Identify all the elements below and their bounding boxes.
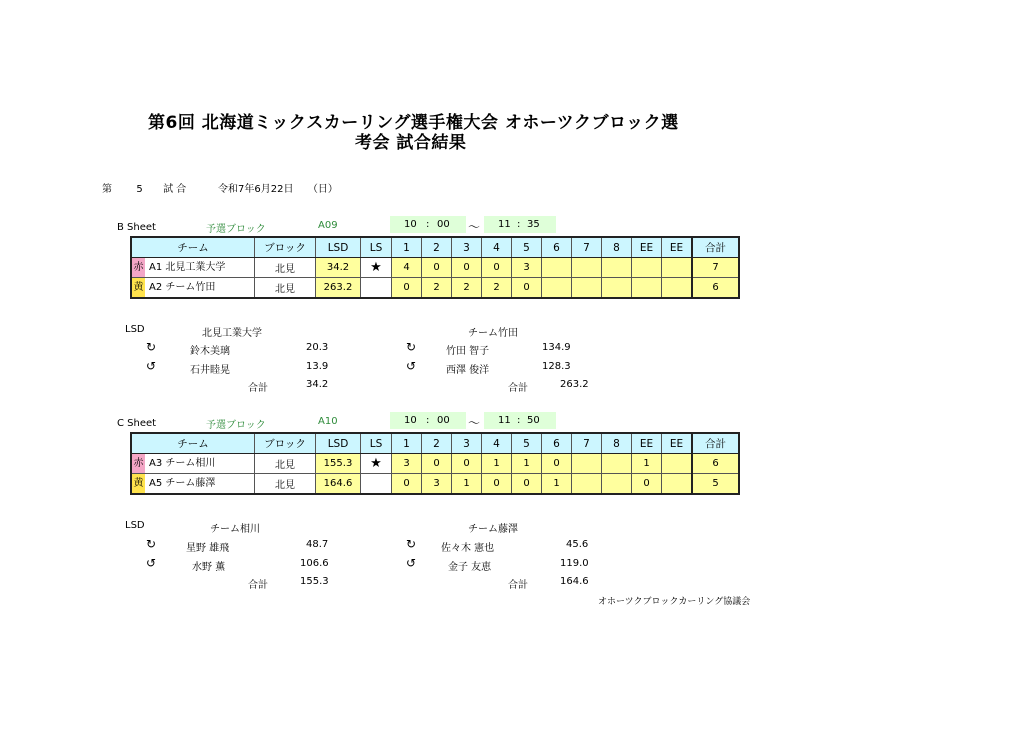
team-name: A5 チーム藤澤 xyxy=(149,478,216,489)
block-label: 予選ブロック xyxy=(206,224,266,235)
col-end-6: 6 xyxy=(542,433,572,454)
red-stone-mark: 赤 xyxy=(132,454,145,473)
end-score: 0 xyxy=(542,454,572,474)
red-stone-mark: 赤 xyxy=(132,258,145,277)
counterclockwise-icon: ↺ xyxy=(146,556,157,570)
round-dai: 第 xyxy=(102,184,112,195)
team-block: 北見 xyxy=(255,454,316,474)
end-hour: 11 xyxy=(498,219,511,230)
col-end-8: 8 xyxy=(602,237,632,258)
lsd-total-label: 合計 xyxy=(508,580,528,591)
table-row xyxy=(131,278,739,299)
end-score: 0 xyxy=(452,258,482,278)
player-name: 佐々木 憲也 xyxy=(441,543,495,554)
col-team: チーム xyxy=(131,433,255,454)
end-score: 3 xyxy=(422,474,452,495)
page-title-line1: 第6回 北海道ミックスカーリング選手権大会 オホーツクブロック選 xyxy=(148,113,679,133)
col-end-7: 7 xyxy=(572,237,602,258)
counterclockwise-icon: ↺ xyxy=(406,556,417,570)
col-ls: LS xyxy=(361,237,392,258)
lsd-team2-name: チーム藤澤 xyxy=(468,524,518,535)
player-lsd: 128.3 xyxy=(542,361,571,372)
counterclockwise-icon: ↺ xyxy=(406,359,417,373)
time-colon: : xyxy=(426,415,430,426)
lsd-label: LSD xyxy=(125,324,145,335)
col-end-6: 6 xyxy=(542,237,572,258)
total-score: 5 xyxy=(692,474,739,495)
sheet-label: B Sheet xyxy=(117,222,156,233)
end-score: 0 xyxy=(482,258,512,278)
end-score: 0 xyxy=(482,474,512,495)
score-table xyxy=(130,236,740,299)
last-stone-star-icon: ★ xyxy=(361,454,392,474)
end-score: 1 xyxy=(482,454,512,474)
table-row xyxy=(131,258,739,278)
end-score: 0 xyxy=(422,258,452,278)
lsd-total: 263.2 xyxy=(560,379,589,390)
col-end-1: 1 xyxy=(392,237,422,258)
lsd-total-label: 合計 xyxy=(248,580,268,591)
col-ls: LS xyxy=(361,433,392,454)
total-score: 6 xyxy=(692,278,739,299)
total-score: 7 xyxy=(692,258,739,278)
end-score: 1 xyxy=(542,474,572,495)
round-label xyxy=(102,180,186,195)
end-score xyxy=(572,454,602,474)
time-colon: : xyxy=(517,219,521,230)
lsd-total: 155.3 xyxy=(300,576,329,587)
end-score xyxy=(602,474,632,495)
col-end-2: 2 xyxy=(422,237,452,258)
player-name: 金子 友恵 xyxy=(448,562,492,573)
player-name: 竹田 智子 xyxy=(446,346,490,357)
end-score xyxy=(602,278,632,299)
end-score: 2 xyxy=(452,278,482,299)
end-score xyxy=(572,278,602,299)
time-colon: : xyxy=(517,415,521,426)
team-name: A1 北見工業大学 xyxy=(149,262,226,273)
end-score: 0 xyxy=(392,474,422,495)
player-name: 水野 薫 xyxy=(192,562,226,573)
clockwise-icon: ↻ xyxy=(146,340,157,354)
counterclockwise-icon: ↺ xyxy=(146,359,157,373)
col-end-8: 8 xyxy=(602,433,632,454)
end-hour: 11 xyxy=(498,415,511,426)
team-cell xyxy=(131,278,255,299)
sheet-label: C Sheet xyxy=(117,418,157,429)
yellow-stone-mark: 黄 xyxy=(132,474,145,493)
end-score xyxy=(602,454,632,474)
player-name: 石井睦晃 xyxy=(190,365,230,376)
lsd-total-label: 合計 xyxy=(248,383,268,394)
team-lsd: 155.3 xyxy=(316,454,361,474)
round-shiai: 試 合 xyxy=(163,184,187,195)
clockwise-icon: ↻ xyxy=(146,537,157,551)
team-cell xyxy=(131,258,255,278)
col-end-4: 4 xyxy=(482,237,512,258)
last-stone-cell xyxy=(361,278,392,299)
col-end-2: 2 xyxy=(422,433,452,454)
team-name: A2 チーム竹田 xyxy=(149,282,216,293)
col-ee-2: EE xyxy=(662,433,693,454)
player-name: 西澤 俊洋 xyxy=(446,365,490,376)
lsd-team2-name: チーム竹田 xyxy=(468,328,518,339)
col-end-5: 5 xyxy=(512,237,542,258)
page-title-line2: 考会 試合結果 xyxy=(355,133,467,153)
score-header-row xyxy=(131,237,739,258)
table-row xyxy=(131,454,739,474)
game-id: A10 xyxy=(318,416,338,427)
match-date xyxy=(218,180,338,195)
team-name: A3 チーム相川 xyxy=(149,458,216,469)
extra-end-score xyxy=(662,278,693,299)
lsd-total: 34.2 xyxy=(306,379,329,390)
start-hour: 10 xyxy=(404,219,417,230)
lsd-team1-name: 北見工業大学 xyxy=(202,328,262,339)
team-block: 北見 xyxy=(255,278,316,299)
team-cell xyxy=(131,454,255,474)
player-name: 鈴木美璃 xyxy=(190,346,230,357)
team-lsd: 34.2 xyxy=(316,258,361,278)
col-team: チーム xyxy=(131,237,255,258)
end-minute: 35 xyxy=(527,219,540,230)
team-block: 北見 xyxy=(255,258,316,278)
end-score xyxy=(542,258,572,278)
end-score: 3 xyxy=(392,454,422,474)
time-tilde: ～ xyxy=(468,220,481,234)
date-text: 令和7年6月22日 xyxy=(218,184,294,195)
col-end-3: 3 xyxy=(452,433,482,454)
extra-end-score: 0 xyxy=(632,474,662,495)
col-end-7: 7 xyxy=(572,433,602,454)
team-lsd: 164.6 xyxy=(316,474,361,495)
organizer-footer: オホーツクブロックカーリング協議会 xyxy=(598,597,751,607)
total-score: 6 xyxy=(692,454,739,474)
team-cell xyxy=(131,474,255,495)
end-score xyxy=(542,278,572,299)
col-lsd: LSD xyxy=(316,237,361,258)
table-row xyxy=(131,474,739,495)
player-lsd: 106.6 xyxy=(300,558,329,569)
col-ee-2: EE xyxy=(662,237,693,258)
end-score: 0 xyxy=(422,454,452,474)
team-lsd: 263.2 xyxy=(316,278,361,299)
round-number: 5 xyxy=(136,184,143,195)
end-score: 4 xyxy=(392,258,422,278)
player-lsd: 45.6 xyxy=(566,539,589,550)
end-score xyxy=(602,258,632,278)
col-end-1: 1 xyxy=(392,433,422,454)
end-score: 2 xyxy=(482,278,512,299)
col-ee-1: EE xyxy=(632,237,662,258)
time-tilde: ～ xyxy=(468,416,481,430)
end-score: 0 xyxy=(512,278,542,299)
start-minute: 00 xyxy=(437,219,450,230)
game-id: A09 xyxy=(318,220,338,231)
col-total: 合計 xyxy=(692,237,739,258)
time-colon: : xyxy=(426,219,430,230)
last-stone-star-icon: ★ xyxy=(361,258,392,278)
lsd-total: 164.6 xyxy=(560,576,589,587)
extra-end-score xyxy=(632,258,662,278)
score-table xyxy=(130,432,740,495)
end-score: 1 xyxy=(452,474,482,495)
lsd-label: LSD xyxy=(125,520,145,531)
end-score: 2 xyxy=(422,278,452,299)
clockwise-icon: ↻ xyxy=(406,537,417,551)
player-lsd: 48.7 xyxy=(306,539,329,550)
extra-end-score xyxy=(662,258,693,278)
extra-end-score xyxy=(662,474,693,495)
lsd-total-label: 合計 xyxy=(508,383,528,394)
extra-end-score: 1 xyxy=(632,454,662,474)
end-score: 0 xyxy=(392,278,422,299)
player-name: 星野 雄飛 xyxy=(186,543,230,554)
lsd-team1-name: チーム相川 xyxy=(210,524,260,535)
clockwise-icon: ↻ xyxy=(406,340,417,354)
player-lsd: 134.9 xyxy=(542,342,571,353)
col-total: 合計 xyxy=(692,433,739,454)
end-score xyxy=(572,258,602,278)
col-end-3: 3 xyxy=(452,237,482,258)
player-lsd: 13.9 xyxy=(306,361,329,372)
start-minute: 00 xyxy=(437,415,450,426)
end-score: 1 xyxy=(512,454,542,474)
end-score: 0 xyxy=(512,474,542,495)
end-score: 3 xyxy=(512,258,542,278)
end-score xyxy=(572,474,602,495)
col-ee-1: EE xyxy=(632,433,662,454)
end-score: 0 xyxy=(452,454,482,474)
score-header-row xyxy=(131,433,739,454)
col-block: ブロック xyxy=(255,433,316,454)
yellow-stone-mark: 黄 xyxy=(132,278,145,297)
weekday-text: （日） xyxy=(307,184,338,195)
col-lsd: LSD xyxy=(316,433,361,454)
start-hour: 10 xyxy=(404,415,417,426)
col-block: ブロック xyxy=(255,237,316,258)
end-minute: 50 xyxy=(527,415,540,426)
player-lsd: 20.3 xyxy=(306,342,329,353)
extra-end-score xyxy=(662,454,693,474)
block-label: 予選ブロック xyxy=(206,420,266,431)
col-end-5: 5 xyxy=(512,433,542,454)
team-block: 北見 xyxy=(255,474,316,495)
col-end-4: 4 xyxy=(482,433,512,454)
last-stone-cell xyxy=(361,474,392,495)
extra-end-score xyxy=(632,278,662,299)
player-lsd: 119.0 xyxy=(560,558,589,569)
